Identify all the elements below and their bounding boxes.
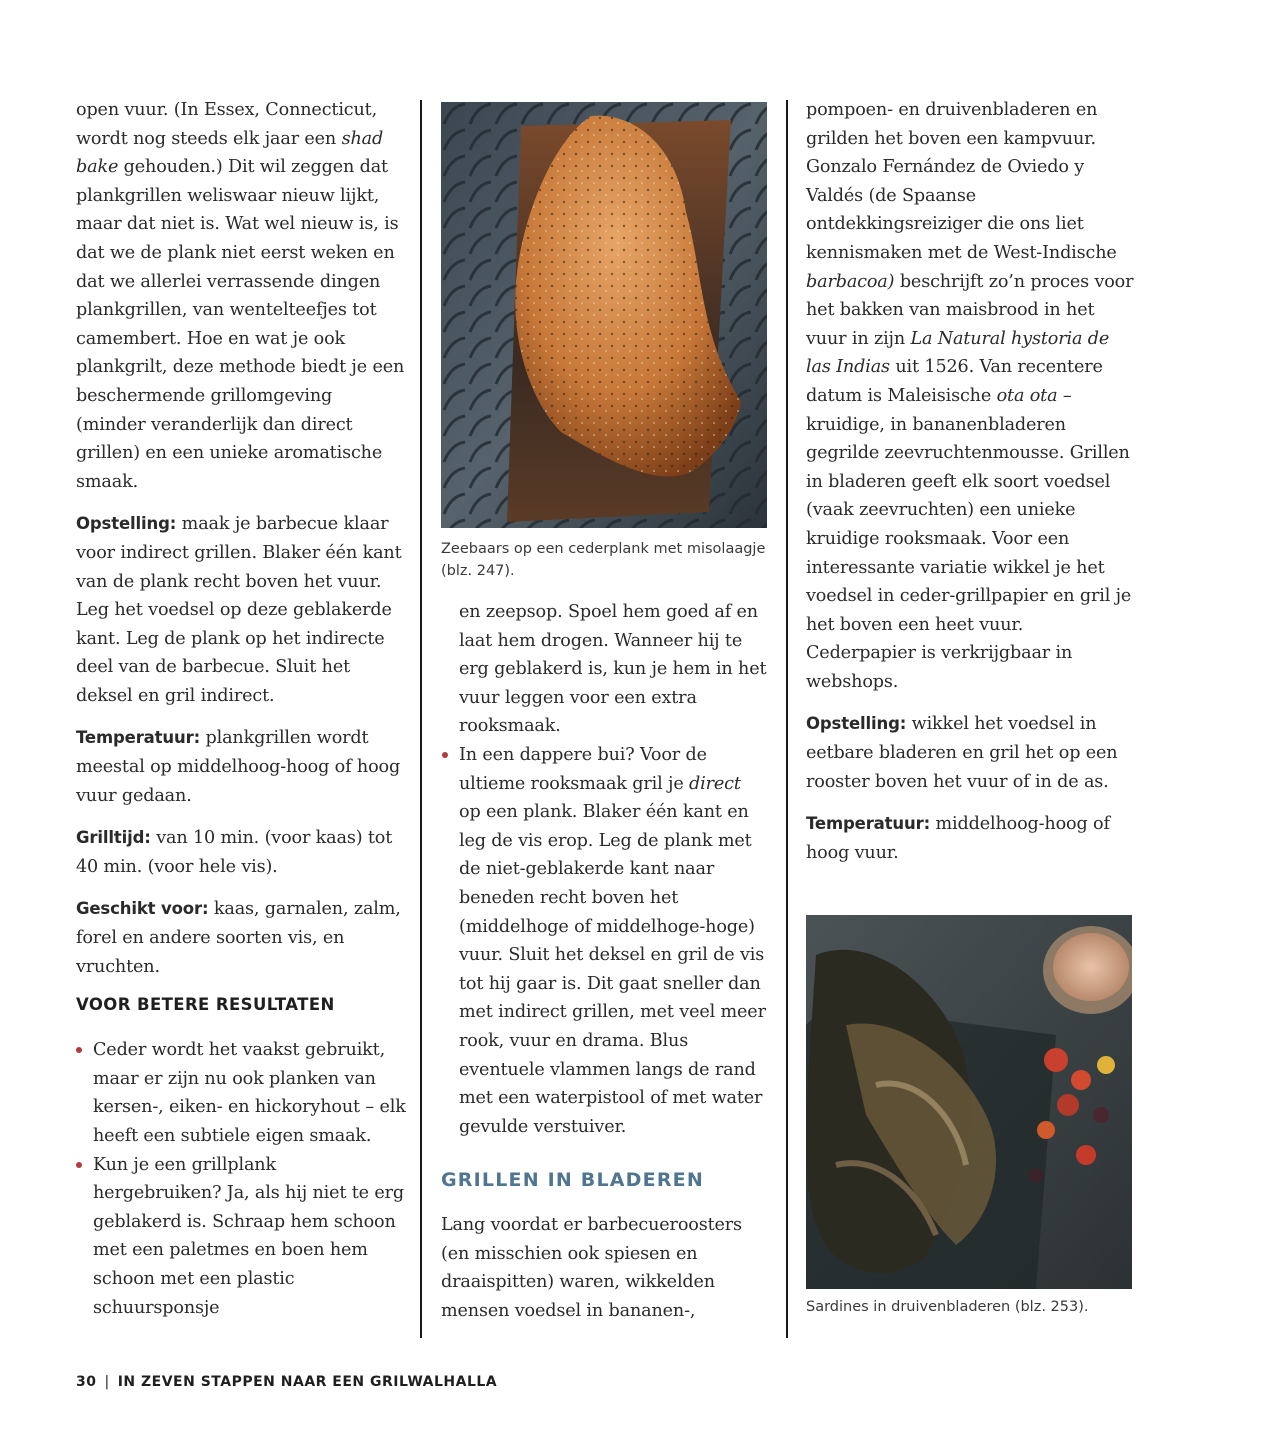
- leaves-setup-paragraph: Opstelling: wikkel het voedsel in eetbare bladeren en gril het op een rooster boven het vuur of in de as.: [806, 714, 1118, 792]
- page-number: 30: [76, 1374, 97, 1390]
- photo-caption-sardines: Sardines in druivenbladeren (blz. 253).: [806, 1299, 1089, 1315]
- footer-separator: |: [104, 1374, 110, 1390]
- photo-cedar-plank-fish: [441, 102, 767, 528]
- column-divider-right: [786, 100, 788, 1338]
- leaves-history-paragraph: pompoen- en druivenbladeren en grilden het boven een kampvuur. Gonzalo Fernández de Oviedo y Valdés (de Spaanse ontdekkingsreiziger die ons liet kennismaken met de West-Indische barbacoa) beschrijft zo’n proces voor het bakken van maisbrood in het vuur in zijn La Natural hystoria de las Indias uit 1526. Van recentere datum is Maleisische ota ota – kruidige, in bananenbladeren gegrilde zeevruchtenmousse. Grillen in bladeren geeft elk soort voedsel (vaak zeevruchten) een unieke kruidige rooksmaak. Voor een interessante variatie wikkel je het voedsel in ceder-grillpapier en gril je het boven een heet vuur. Cederpapier is verkrijgbaar in webshops.: [806, 100, 1134, 692]
- suitable-for-label: Geschikt voor:: [76, 899, 209, 919]
- bullet-dot-icon: [76, 1047, 82, 1053]
- intro-paragraph: open vuur. (In Essex, Connecticut, wordt nog steeds elk jaar een shad bake gehouden.) Dit wil zeggen dat plankgrillen weliswaar nieuw lijkt, maar dat niet is. Wat wel nieuw is, is dat we de plank niet eerst weken en dat we allerlei verrassende dingen plankgrillen, van wentelteefjes tot camembert. Hoe en wat je ook plankgrilt, deze methode biedt je een beschermende grillomgeving (minder veranderlijk dan direct grillen) en een unieke aromatische smaak.: [76, 100, 405, 492]
- page-footer: [76, 1374, 497, 1390]
- chapter-title: IN ZEVEN STAPPEN NAAR EEN GRILWALHALLA: [117, 1374, 498, 1390]
- better-results-heading: VOOR BETERE RESULTATEN: [76, 995, 335, 1015]
- bullet-dot-icon: [76, 1162, 82, 1168]
- suitable-for-paragraph: Geschikt voor: kaas, garnalen, zalm, forel en andere soorten vis, en vruchten.: [76, 899, 401, 977]
- column-3: [806, 96, 1136, 881]
- bullet-continued: en zeepsop. Spoel hem goed af en laat hem drogen. Wanneer hij te erg geblakerd is, kun je hem in het vuur leggen voor een extra rooksmaak.: [459, 602, 767, 737]
- sardines-image: [806, 915, 1132, 1289]
- fish-on-plank-image: [441, 102, 767, 528]
- temperature-label: Temperatuur:: [76, 728, 201, 748]
- bullet-cedar: Ceder wordt het vaakst gebruikt, maar er zijn nu ook planken van kersen-, eiken- en hickoryhout – elk heeft een subtiele eigen smaak.: [76, 1036, 406, 1150]
- grill-time-label: Grilltijd:: [76, 828, 151, 848]
- setup-label: Opstelling:: [76, 514, 177, 534]
- bullet-reuse-plank: Kun je een grillplank hergebruiken? Ja, als hij niet te erg geblakerd is. Schraap hem schoon met een paletmes en boen hem schoon met een plastic schuursponsje: [76, 1151, 406, 1323]
- column-divider-left: [420, 100, 422, 1338]
- photo-sardines-grape-leaves: [806, 915, 1132, 1289]
- setup-paragraph: Opstelling: maak je barbecue klaar voor indirect grillen. Blaker één kant van de plank recht boven het vuur. Leg het voedsel op deze geblakerde kant. Leg de plank op het indirecte deel van de barbecue. Sluit het deksel en gril indirect.: [76, 514, 402, 706]
- leaves-intro-paragraph: Lang voordat er barbecueroosters (en misschien ook spiesen en draaispitten) waren, wikkelden mensen voedsel in bananen-,: [441, 1215, 742, 1322]
- leaves-temperature-paragraph: Temperatuur: middelhoog-hoog of hoog vuur.: [806, 814, 1110, 863]
- bullet-direct-plank: In een dappere bui? Voor de ultieme rooksmaak gril je direct op een plank. Blaker één kant en leg de vis erop. Leg de plank met de niet-geblakerde kant naar beneden recht boven het (middelhoge of middelhoge-hoge) vuur. Sluit het deksel en gril de vis tot hij gaar is. Dit gaat sneller dan met indirect grillen, met veel meer rook, vuur en drama. Blus eventuele vlammen langs de rand met een waterpistool of met water gevulde verstuiver.: [442, 741, 767, 1141]
- grilling-in-leaves-heading: GRILLEN IN BLADEREN: [441, 1169, 704, 1192]
- leaves-temperature-label: Temperatuur:: [806, 814, 931, 834]
- leaves-setup-label: Opstelling:: [806, 714, 907, 734]
- column-1: [76, 96, 406, 1322]
- grill-time-paragraph: Grilltijd: van 10 min. (voor kaas) tot 40 min. (voor hele vis).: [76, 828, 393, 877]
- photo-caption-cedar-plank: Zeebaars op een cederplank met misolaagje (blz. 247).: [441, 541, 766, 579]
- column-2: [441, 102, 767, 1340]
- temperature-paragraph: Temperatuur: plankgrillen wordt meestal op middelhoog-hoog of hoog vuur gedaan.: [76, 728, 401, 806]
- bullet-dot-icon: [442, 752, 448, 758]
